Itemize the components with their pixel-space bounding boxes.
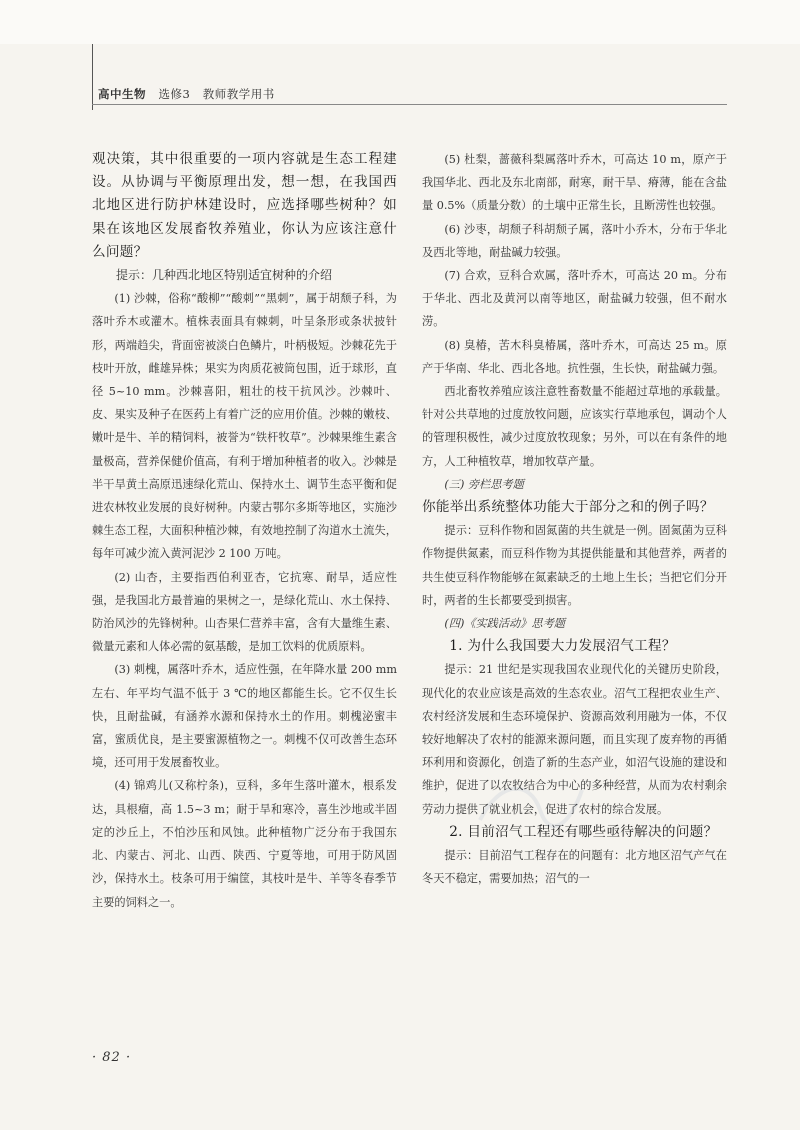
page-top-margin <box>0 0 800 44</box>
answer-3: 提示：豆科作物和固氮菌的共生就是一例。固氮菌为豆科作物提供氮素，而豆科作物为其提供能量和其他营养，两者的共生使豆科作物能够在氮素缺乏的土地上生长；当把它们分开时，两者的生长都要受到损害。 <box>422 524 727 607</box>
running-header <box>98 86 275 102</box>
question-intro: 观决策，其中很重要的一项内容就是生态工程建设。从协调与平衡原理出发，想一想，在我国西北地区进行防护林建设时，应选择哪些树种？如果在该地区发展畜牧养殖业，你认为应该注意什么问题？ <box>92 151 397 260</box>
hint-title: 提示：几种西北地区特别适宜树种的介绍 <box>116 268 333 283</box>
header-title: 高中生物 <box>98 87 146 101</box>
page-number: · 82 · <box>92 1050 132 1065</box>
answer-4-2: 提示：目前沼气工程存在的问题有：北方地区沼气产气在冬天不稳定，需要加热；沼气的一 <box>422 849 727 886</box>
paragraph-grazing: 西北畜牧养殖应该注意牲畜数量不能超过草地的承载量。针对公共草地的过度放牧问题，应该实行草地承包，调动个人的管理积极性，减少过度放牧现象；另外，可以在有条件的地方，人工种植牧草，增加牧草产量。 <box>422 385 727 468</box>
question-4-2: 2. 目前沼气工程还有哪些亟待解决的问题？ <box>449 823 718 840</box>
header-volume: 选修3 <box>158 87 191 101</box>
watermark-logo <box>470 770 590 830</box>
header-vertical-rule <box>92 44 93 110</box>
paragraph-shanxing: (2) 山杏，主要指西伯利亚杏，它抗寒、耐旱，适应性强，是我国北方最普遍的果树之一，是绿化荒山、水土保持、防治风沙的先锋树种。山杏果仁营养丰富，含有大量维生素、微量元素和人体必需的氨基酸，是加工饮料的优质原料。 <box>92 570 397 654</box>
left-column <box>92 148 397 914</box>
paragraph-duli: (5) 杜梨，蔷薇科梨属落叶乔木，可高达 10 m，原产于我国华北、西北及东北南部，耐寒，耐干旱、瘠薄，能在含盐量 0.5%（质量分数）的土壤中正常生长，且断涝性也较强。 <box>422 153 727 213</box>
header-book: 教师教学用书 <box>202 87 275 101</box>
question-4-1: 1. 为什么我国要大力发展沼气工程？ <box>449 638 676 655</box>
paragraph-chouchun: (8) 臭椿，苦木科臭椿属，落叶乔木，可高达 25 m。原产于华南、华北、西北各地。抗性强，生长快，耐盐碱力强。 <box>422 338 727 375</box>
paragraph-hehuan: (7) 合欢，豆科合欢属，落叶乔木，可高达 20 m。分布于华北、西北及黄河以南等地区，耐盐碱力较强，但不耐水涝。 <box>422 269 727 329</box>
paragraph-cihuai: (3) 刺槐，属落叶乔木，适应性强，在年降水量 200 mm 左右、年平均气温不低于 3 ℃的地区都能生长。它不仅生长快，且耐盐碱，有涵养水源和保持水土的作用。刺槐泌蜜丰富，蜜质优良，是主要蜜源植物之一。刺槐不仅可改善生态环境，还可用于发展畜牧业。 <box>92 663 397 770</box>
paragraph-shaji: (1) 沙棘，俗称“酸柳”“酸刺”“黑刺”，属于胡颓子科，为落叶乔木或灌木。植株表面具有棘刺，叶呈条形或条状披针形，两端趋尖，背面密被淡白色鳞片，叶柄极短。沙棘花先于枝叶开放，雌雄异株；果实为肉质花被筒包围，近于球形，直径 5~10 mm。沙棘喜阳，粗壮的枝干抗风沙。沙棘叶、皮、果实及种子在医药上有着广泛的应用价值。沙棘的嫩枝、嫩叶是牛、羊的精饲料，被誉为“铁杆牧草”。沙棘果维生素含量极高，营养保健价值高，有利于增加种植者的收入。沙棘是半干旱黄土高原迅速绿化荒山、保持水土、调节生态平衡和促进农林牧业发展的良好树种。内蒙古鄂尔多斯等地区，实施沙棘生态工程，大面积种植沙棘，有效地控制了沟道水土流失，每年可减少流入黄河泥沙 2 100 万吨。 <box>92 292 397 561</box>
section-heading-4: (四)《实践活动》思考题 <box>444 617 565 631</box>
answer-4-1: 提示：21 世纪是实现我国农业现代化的关键历史阶段，现代化的农业应该是高效的生态农业。沼气工程把农业生产、农村经济发展和生态环境保护、资源高效利用融为一体，不仅较好地解决了农村的能源来源问题，而且实现了废弃物的再循环利用和资源化，创造了新的生态产业，如沼气设施的建设和维护，促进了以农牧结合为中心的多种经营，从而为农村剩余劳动力提供了就业机会，促进了农村的综合发展。 <box>422 663 727 816</box>
header-rule <box>92 104 727 105</box>
question-3: 你能举出系统整体功能大于部分之和的例子吗？ <box>422 499 714 516</box>
paragraph-jinjier: (4) 锦鸡儿(又称柠条)，豆科，多年生落叶灌木，根系发达，具根瘤，高 1.5~3 m；耐于旱和寒冷，喜生沙地或半固定的沙丘上，不怕沙压和风蚀。此种植物广泛分布于我国东北、内蒙古、河北、山西、陕西、宁夏等地，可用于防风固沙，保持水土。枝条可用于编筐，其枝叶是牛、羊等冬春季节主要的饲料之一。 <box>92 779 397 909</box>
paragraph-shazao: (6) 沙枣，胡颓子科胡颓子属，落叶小乔木，分布于华北及西北等地，耐盐碱力较强。 <box>422 222 727 259</box>
section-heading-3: (三) 旁栏思考题 <box>444 477 524 491</box>
